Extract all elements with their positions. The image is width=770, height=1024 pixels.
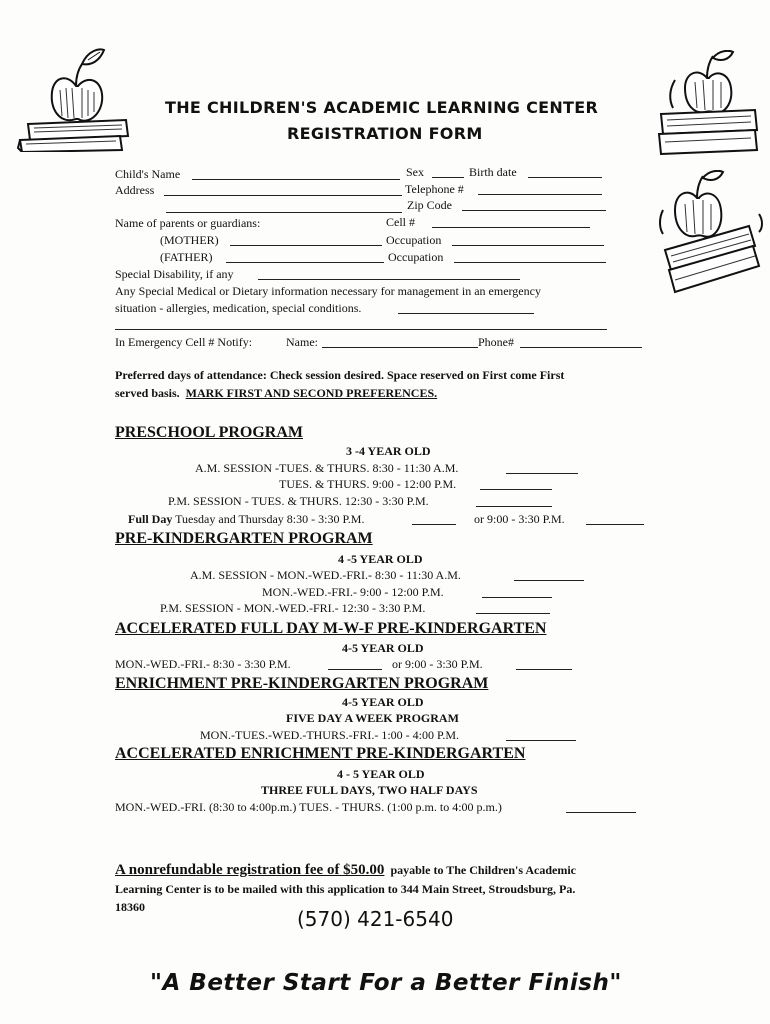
prek-am-checkbox[interactable] [514, 569, 584, 581]
preschool-am-option: A.M. SESSION -TUES. & THURS. 8:30 - 11:30 A.M. [195, 461, 459, 475]
preschool-fullday-checkbox[interactable] [412, 513, 456, 525]
accel-enrichment-checkbox[interactable] [566, 801, 636, 813]
enrichment-heading: ENRICHMENT PRE-KINDERGARTEN PROGRAM [115, 675, 489, 692]
preschool-fullday-alt-option: or 9:00 - 3:30 P.M. [474, 512, 565, 526]
accel-enrichment-option: MON.-WED.-FRI. (8:30 to 4:00p.m.) TUES. - THURS. (1:00 p.m. to 4:00 p.m.) [115, 800, 502, 814]
sex-label: Sex [406, 165, 424, 179]
emergency-phone-label: Phone# [478, 335, 514, 349]
cell-field[interactable] [432, 216, 590, 228]
special-disability-field[interactable] [258, 268, 520, 280]
prek-am2-option: MON.-WED.-FRI.- 9:00 - 12:00 P.M. [262, 585, 444, 599]
preschool-heading: PRESCHOOL PROGRAM [115, 424, 304, 441]
form-title: THE CHILDREN'S ACADEMIC LEARNING CENTER [165, 98, 599, 117]
prek-heading: PRE-KINDERGARTEN PROGRAM [115, 530, 373, 547]
father-occupation-field[interactable] [454, 251, 606, 263]
fee-text-2: Learning Center is to be mailed with this application to 344 Main Street, Stroudsburg, Pa. [115, 882, 576, 896]
cell-label: Cell # [386, 215, 415, 229]
accelerated-alt-checkbox[interactable] [516, 658, 572, 670]
center-phone-number: (570) 421-6540 [297, 907, 454, 931]
preschool-am2-checkbox[interactable] [480, 478, 552, 490]
father-field[interactable] [226, 251, 384, 263]
birth-date-label: Birth date [469, 165, 517, 179]
childs-name-label: Child's Name [115, 167, 181, 181]
preschool-age: 3 -4 YEAR OLD [346, 444, 431, 458]
mother-occupation-field[interactable] [452, 234, 604, 246]
prek-age: 4 -5 YEAR OLD [338, 552, 423, 566]
prek-pm-option: P.M. SESSION - MON.-WED.-FRI.- 12:30 - 3:30 P.M. [160, 601, 426, 615]
preschool-am-checkbox[interactable] [506, 462, 578, 474]
fee-zip: 18360 [115, 900, 145, 914]
emergency-name-label: Name: [286, 335, 318, 349]
telephone-label: Telephone # [405, 182, 464, 196]
special-medical-text-2: situation - allergies, medication, special conditions. [115, 301, 362, 315]
accel-enrichment-age: 4 - 5 YEAR OLD [337, 767, 425, 781]
preschool-pm-checkbox[interactable] [476, 495, 552, 507]
emergency-name-field[interactable] [322, 336, 478, 348]
accelerated-heading: ACCELERATED FULL DAY M-W-F PRE-KINDERGARTEN [115, 620, 547, 637]
preschool-fullday-option: Full Day Tuesday and Thursday 8:30 - 3:30 P.M. [128, 512, 365, 526]
occupation-label-1: Occupation [386, 233, 442, 247]
parents-label: Name of parents or guardians: [115, 216, 261, 230]
mother-label: (MOTHER) [160, 233, 219, 247]
telephone-field[interactable] [478, 183, 602, 195]
accel-enrichment-sub: THREE FULL DAYS, TWO HALF DAYS [261, 783, 478, 797]
zip-code-field[interactable] [462, 199, 606, 211]
apple-books-icon [655, 50, 765, 155]
father-label: (FATHER) [160, 250, 213, 264]
zip-code-label: Zip Code [407, 198, 452, 212]
address-field-line2[interactable] [166, 201, 402, 213]
prek-am2-checkbox[interactable] [482, 586, 552, 598]
accelerated-option: MON.-WED.-FRI.- 8:30 - 3:30 P.M. [115, 657, 291, 671]
address-label: Address [115, 183, 155, 197]
prek-am-option: A.M. SESSION - MON.-WED.-FRI.- 8:30 - 11:30 A.M. [190, 568, 461, 582]
emergency-label: In Emergency Cell # Notify: [115, 335, 253, 349]
mother-field[interactable] [230, 234, 382, 246]
preschool-am2-option: TUES. & THURS. 9:00 - 12:00 P.M. [279, 477, 457, 491]
prek-pm-checkbox[interactable] [476, 602, 550, 614]
preschool-fullday-alt-checkbox[interactable] [586, 513, 644, 525]
enrichment-option: MON.-TUES.-WED.-THURS.-FRI.- 1:00 - 4:00 P.M. [200, 728, 459, 742]
enrichment-age: 4-5 YEAR OLD [342, 695, 424, 709]
birth-date-field[interactable] [528, 166, 602, 178]
childs-name-field[interactable] [192, 168, 400, 180]
special-medical-field[interactable] [398, 302, 534, 314]
occupation-label-2: Occupation [388, 250, 444, 264]
accelerated-alt-option: or 9:00 - 3:30 P.M. [392, 657, 483, 671]
enrichment-sub: FIVE DAY A WEEK PROGRAM [286, 711, 459, 725]
sex-field[interactable] [432, 166, 464, 178]
special-medical-text: Any Special Medical or Dietary information necessary for management in an emergency [115, 284, 541, 298]
accelerated-checkbox[interactable] [328, 658, 382, 670]
apple-books-icon [655, 170, 765, 295]
address-field[interactable] [164, 184, 402, 196]
accelerated-age: 4-5 YEAR OLD [342, 641, 424, 655]
apple-books-icon [16, 40, 131, 152]
accel-enrichment-heading: ACCELERATED ENRICHMENT PRE-KINDERGARTEN [115, 745, 526, 762]
form-subtitle: REGISTRATION FORM [287, 124, 483, 143]
attendance-text-2: served basis. MARK FIRST AND SECOND PREFERENCES. [115, 386, 438, 400]
special-medical-field-2[interactable] [115, 318, 607, 330]
special-disability-label: Special Disability, if any [115, 267, 234, 281]
slogan: "A Better Start For a Better Finish" [150, 970, 622, 996]
emergency-phone-field[interactable] [520, 336, 642, 348]
enrichment-checkbox[interactable] [506, 729, 576, 741]
attendance-text: Preferred days of attendance: Check session desired. Space reserved on First come First [115, 368, 565, 382]
fee-text: A nonrefundable registration fee of $50.00 payable to The Children's Academic [115, 862, 577, 878]
preschool-pm-option: P.M. SESSION - TUES. & THURS. 12:30 - 3:30 P.M. [168, 494, 429, 508]
